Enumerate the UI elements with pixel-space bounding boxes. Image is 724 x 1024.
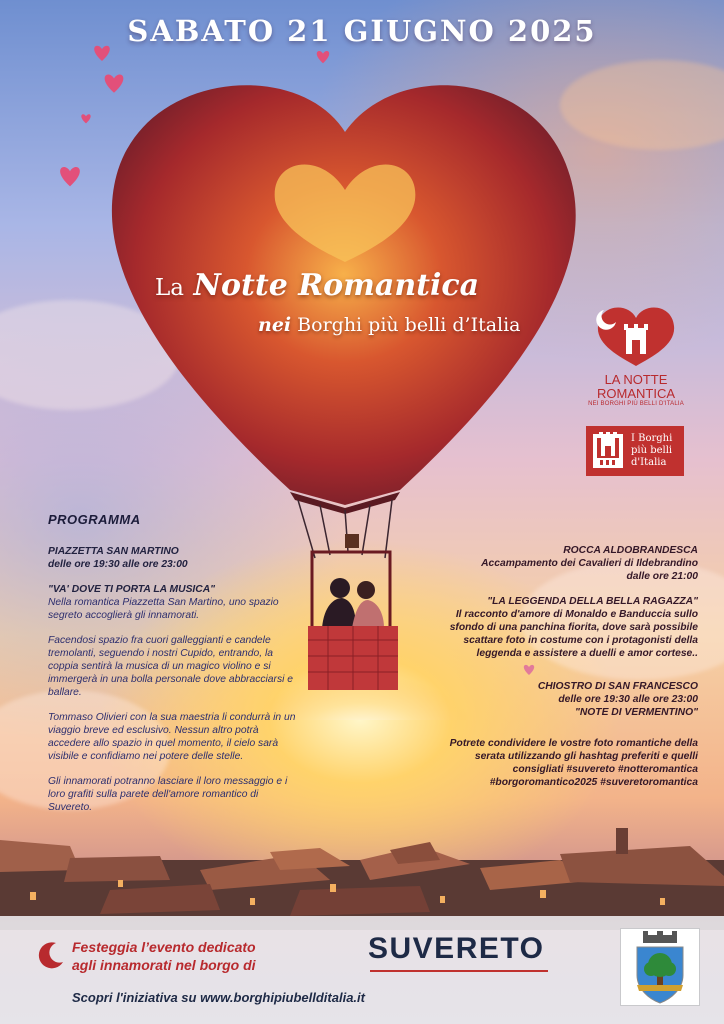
programma-left-column <box>48 545 296 826</box>
title-main: Notte Romantica <box>193 268 480 303</box>
town-name: SUVERETO <box>368 932 545 965</box>
crescent-moon-icon <box>36 940 66 970</box>
town-underline <box>370 970 548 972</box>
poster-title <box>155 268 535 303</box>
programma-right-column <box>440 544 698 801</box>
hashtag-note: Potrete condividere le vostre foto romantiche della serata utilizzando gli hashtag preferiti e quelli consigliati #suvereto #notteromantica #borgoromantico2025 #suveretoromantica <box>449 738 698 788</box>
event-description: Nella romantica Piazzetta San Martino, uno spazio segreto accoglierà gli innamorati. <box>48 597 279 621</box>
venue-name: ROCCA ALDOBRANDESCA <box>563 545 698 556</box>
venue-time: dalle ore 21:00 <box>626 571 698 582</box>
heart-icon <box>522 662 536 676</box>
event-date: SABATO 21 GIUGNO 2025 <box>127 14 597 48</box>
subtitle-nei: nei <box>258 314 292 336</box>
venue-time: delle ore 19:30 alle ore 23:00 <box>48 559 188 570</box>
village-rooftops-illustration <box>0 820 724 930</box>
logo-line-1: LA NOTTE <box>604 372 668 387</box>
event-paragraph: Gli innamorati potranno lasciare il loro messaggio e i loro grafiti sulla parete dell'amore romantico di Suvereto. <box>48 776 288 813</box>
subtitle-rest: Borghi più belli d’Italia <box>297 314 521 336</box>
suvereto-crest <box>620 928 700 1006</box>
borghi-line-1: I Borghi <box>631 433 673 444</box>
poster-subtitle <box>258 314 521 336</box>
venue-name: PIAZZETTA SAN MARTINO <box>48 546 179 557</box>
logo-line-2: ROMANTICA <box>597 386 675 401</box>
celebrate-text <box>72 938 332 974</box>
venue-name: CHIOSTRO DI SAN FRANCESCO <box>537 681 698 692</box>
heart-tower-moon-icon <box>588 300 684 368</box>
event-paragraph: Tommaso Olivieri con la sua maestria li condurrà in un viaggio breve ed esclusivo. Nessun altro potrà accedere allo spazio in quel momento, il cielo sarà visibile e confidiamo nei potere delle stelle. <box>48 712 296 762</box>
logo-line-3: NEI BORGHI PIÙ BELLI D'ITALIA <box>588 401 684 407</box>
notte-romantica-logo <box>588 300 684 407</box>
event-title: "LA LEGGENDA DELLA BELLA RAGAZZA" <box>487 596 698 607</box>
event-description: Il racconto d'amore di Monaldo e Banduccia sullo sfondo di una panchina fiorita, dove sarà possibile scattare foto in costume con i protagonisti della leggenda e assistere a duelli e amor cortese.. <box>449 609 698 659</box>
programma-heading: PROGRAMMA <box>48 512 141 527</box>
event-title: "VA' DOVE TI PORTA LA MUSICA" <box>48 584 216 595</box>
borghi-logo <box>586 426 684 476</box>
event-paragraph: Facendosi spazio fra cuori galleggianti e candele tremolanti, seguendo i nostri Cupido, entrando, la coppia sentirà la musica di un magico violino e si immergerà in una bolla personale dove abbracciarsi e ballare. <box>48 635 293 698</box>
event-title: "NOTE DI VERMENTINO" <box>574 707 698 718</box>
venue-subtitle: Accampamento dei Cavalieri di Ildebrandino <box>481 558 698 569</box>
borghi-line-3: d'Italia <box>631 457 667 468</box>
venue-time: delle ore 19:30 alle ore 23:00 <box>558 694 698 705</box>
borghi-line-2: più belli <box>631 445 673 456</box>
suvereto-crest-icon <box>621 929 699 1005</box>
castle-tower-icon <box>589 430 627 472</box>
borghi-logo-text <box>631 433 672 469</box>
website-link[interactable]: Scopri l'iniziativa su www.borghipiubellditalia.it <box>72 990 365 1005</box>
celebrate-line-2: agli innamorati nel borgo di <box>72 957 256 973</box>
title-prefix: La <box>155 275 184 301</box>
celebrate-line-1: Festeggia l’evento dedicato <box>72 939 256 955</box>
